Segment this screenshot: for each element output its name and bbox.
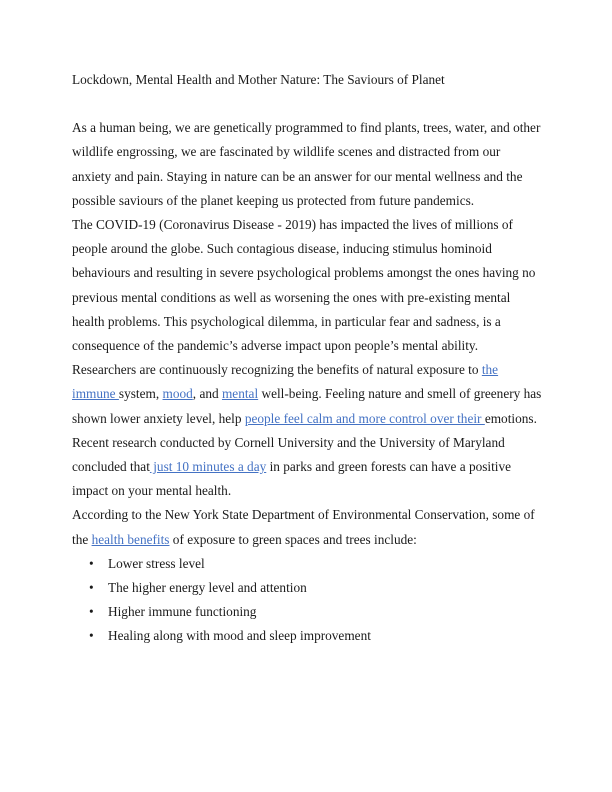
text-segment: system, [118,386,163,402]
text-segment: emotions. [484,410,537,426]
list-item-text: Lower stress level [108,555,205,571]
benefits-list [72,552,542,649]
text-segment: According to the New York State Department of Environmental Conservation, some of the [72,507,535,547]
text-segment: Researchers are continuously recognizing the benefits of natural exposure to [72,362,482,378]
link-people-feel-calm[interactable]: people feel calm and more control over their [244,410,485,426]
list-item [72,600,542,624]
link-health-benefits[interactable]: health benefits [91,531,170,547]
text-segment: Recent research conducted by Cornell University and the University of Maryland concluded that [72,434,505,475]
bullet-icon: • [89,604,94,620]
link-ten-minutes[interactable]: just 10 minutes a day [149,459,267,475]
link-mood[interactable]: mood [162,386,193,402]
list-item-text: Higher immune functioning [108,604,257,620]
paragraph-intro: As a human being, we are genetically programmed to find plants, trees, water, and other wildlife engrossing, we are fascinated by wildlife scenes and distracted from our anxiety and pain. Staying in nature can be an answer for our mental wellness and the possible saviours of the planet keeping us protected from future pandemics. [72,120,541,208]
paragraph-research [72,431,542,504]
link-mental[interactable]: mental [221,386,259,402]
list-item [72,624,542,648]
text-segment: , and [192,386,222,402]
text-segment: of exposure to green spaces and trees include: [169,531,417,547]
text-segment: in parks and green forests can have a positive impact on your mental health. [72,459,512,499]
document-page [72,68,542,649]
text-segment: well-being. Feeling nature and smell of greenery has shown lower anxiety level, help [72,386,542,426]
paragraph-according [72,503,542,551]
paragraph-researchers [72,358,542,431]
list-item [72,552,542,576]
list-item [72,576,542,600]
bullet-icon: • [89,555,94,571]
list-item-text: The higher energy level and attention [108,580,307,596]
link-the-immune[interactable]: the immune [72,362,499,402]
list-item-text: Healing along with mood and sleep improvement [108,628,371,644]
document-title: Lockdown, Mental Health and Mother Nature: The Saviours of Planet [72,72,445,87]
paragraph-covid: The COVID-19 (Coronavirus Disease - 2019) has impacted the lives of millions of people around the globe. Such contagious disease, inducing stimulus hominoid behaviours and resulting in severe psychological problems amongst the ones having no previous mental conditions as well as worsening the ones with pre-existing mental health problems. This psychological dilemma, in particular fear and sadness, is a consequence of the pandemic’s adverse impact upon people’s mental ability. [72,217,536,354]
bullet-icon: • [89,628,94,644]
bullet-icon: • [89,580,94,596]
